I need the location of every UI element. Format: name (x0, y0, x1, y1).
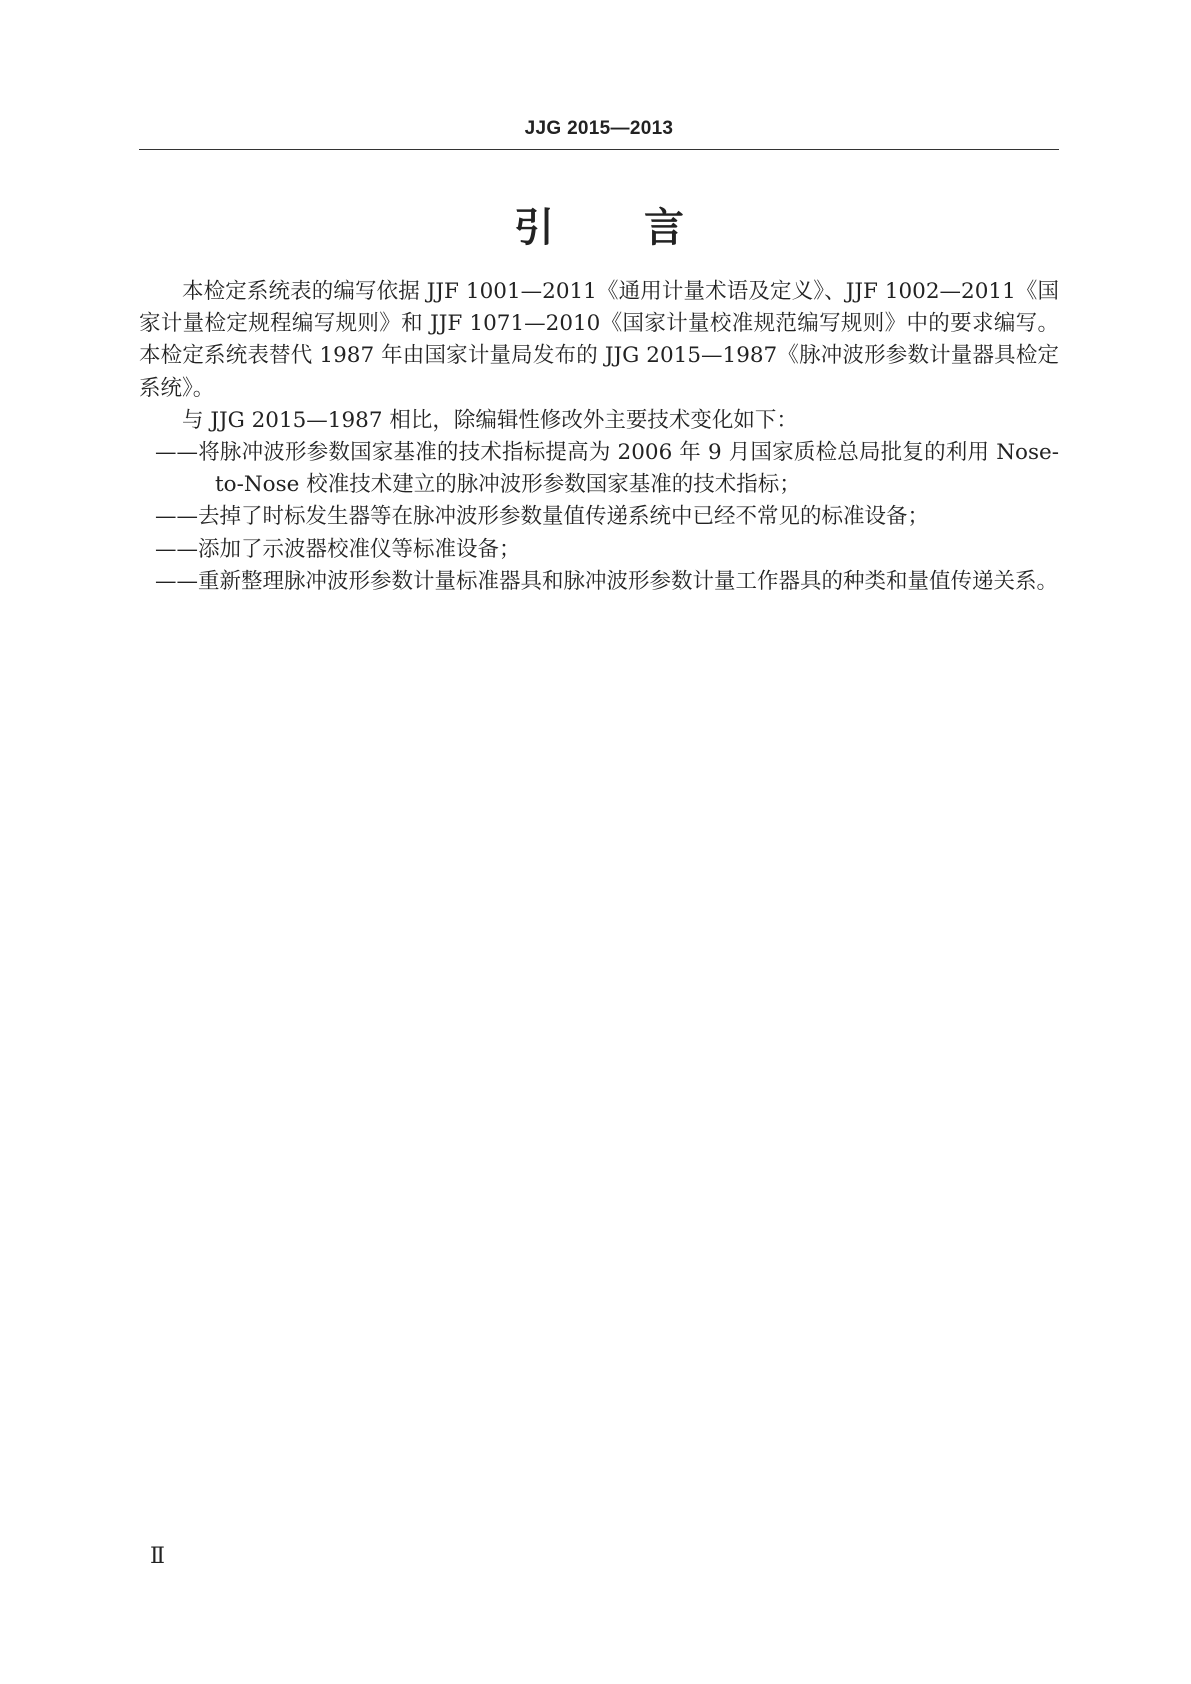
page-number: Ⅱ (150, 1544, 165, 1569)
header-rule (139, 149, 1059, 150)
running-header: JJG 2015—2013 (524, 118, 674, 139)
page-title (139, 196, 1059, 253)
change-list-item: ——重新整理脉冲波形参数计量标准器具和脉冲波形参数计量工作器具的种类和量值传递关系。 (155, 568, 1059, 594)
change-list-item: ——去掉了时标发生器等在脉冲波形参数量值传递系统中已经不常见的标准设备； (155, 504, 930, 530)
changes-intro-paragraph: 与 JJG 2015—1987 相比，除编辑性修改外主要技术变化如下： (182, 407, 798, 433)
intro-paragraph: 本检定系统表的编写依据 JJF 1001—2011《通用计量术语及定义》、JJF 1002—2011《国家计量检定规程编写规则》和 JJF 1071—2010《国家计量校准规范编写规则》中的要求编写。本检定系统表替代 1987 年由国家计量局发布的 JJG 2015—1987《脉冲波形参数计量器具检定系统》。 (139, 279, 1059, 401)
page-title-char-2: 言 (644, 204, 684, 251)
document-body (139, 276, 1059, 598)
change-list-item: ——将脉冲波形参数国家基准的技术指标提高为 2006 年 9 月国家质检总局批复的利用 Nose-to-Nose 校准技术建立的脉冲波形参数国家基准的技术指标； (155, 440, 1059, 498)
page-title-char-1: 引 (514, 204, 554, 251)
change-list-item: ——添加了示波器校准仪等标准设备； (155, 536, 521, 562)
